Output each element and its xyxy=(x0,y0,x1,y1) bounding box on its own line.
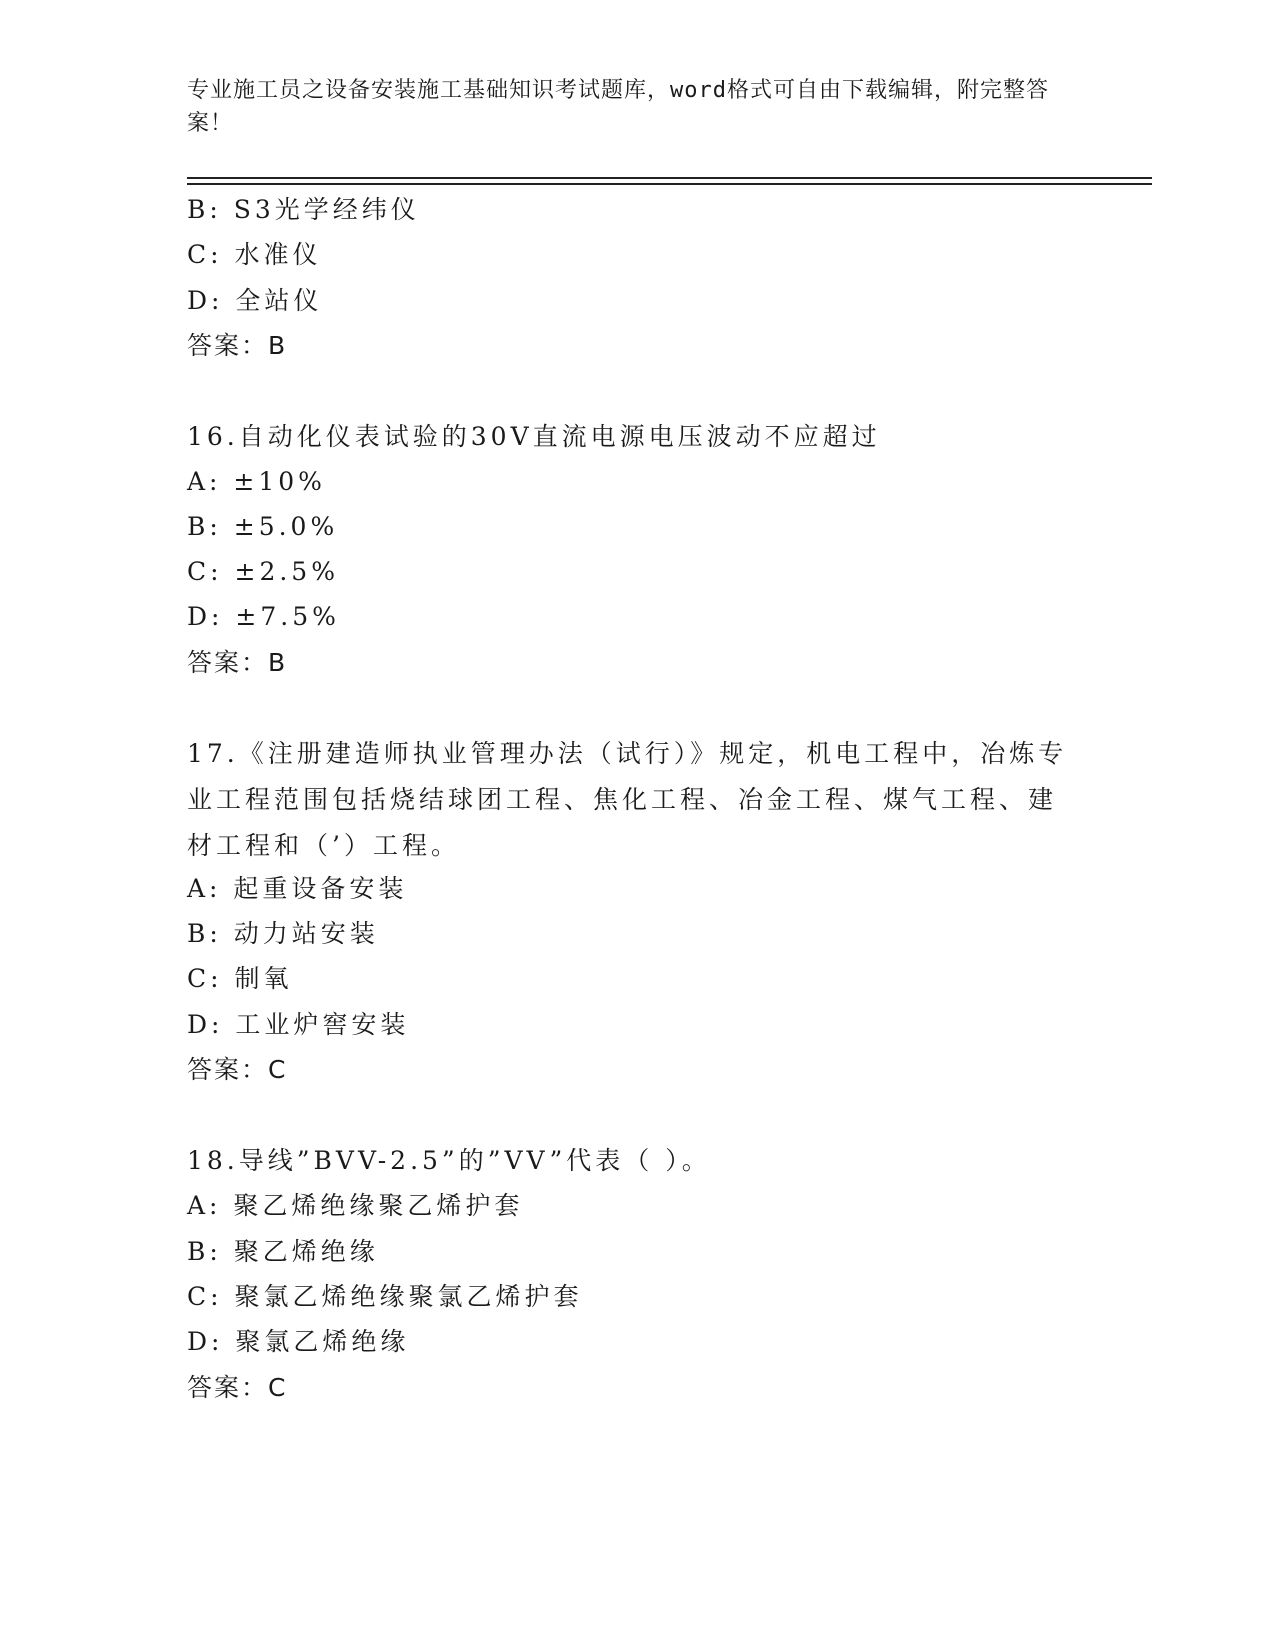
header-divider-top xyxy=(187,177,1152,179)
q18-stem: 18.导线”BVV-2.5”的”VV”代表（ ）。 xyxy=(187,1146,711,1175)
q18-option-c: C: 聚氯乙烯绝缘聚氯乙烯护套 xyxy=(187,1282,583,1311)
q17-stem: 17.《注册建造师执业管理办法（试行）》规定，机电工程中，冶炼专业工程范围包括烧结球团工程、焦化工程、冶金工程、煤气工程、建材工程和（’）工程。 xyxy=(187,739,1068,860)
document-header: 专业施工员之设备安装施工基础知识考试题库，word格式可自由下载编辑，附完整答案！ xyxy=(187,78,1049,136)
q16-option-c: C: ±2.5% xyxy=(187,557,339,586)
q16-option-a: A: ±10% xyxy=(187,467,326,496)
q18-option-b: B: 聚乙烯绝缘 xyxy=(187,1237,379,1266)
q17-option-d: D: 工业炉窖安装 xyxy=(187,1010,410,1039)
q17-answer: 答案：C xyxy=(187,1055,288,1084)
q18-answer: 答案：C xyxy=(187,1373,288,1402)
q15-answer: 答案：B xyxy=(187,331,288,360)
q16-answer: 答案：B xyxy=(187,648,288,677)
q16-stem: 16.自动化仪表试验的30V直流电源电压波动不应超过 xyxy=(187,422,881,451)
q17-option-c: C: 制氧 xyxy=(187,964,293,993)
q15-option-c: C: 水准仪 xyxy=(187,240,322,269)
q17-option-a: A: 起重设备安装 xyxy=(187,874,408,903)
q16-option-d: D: ±7.5% xyxy=(187,602,340,631)
q18-option-d: D: 聚氯乙烯绝缘 xyxy=(187,1327,410,1356)
q18-option-a: A: 聚乙烯绝缘聚乙烯护套 xyxy=(187,1191,524,1220)
q17-option-b: B: 动力站安装 xyxy=(187,919,379,948)
q15-option-d: D: 全站仪 xyxy=(187,286,323,315)
q16-option-b: B: ±5.0% xyxy=(187,512,339,541)
header-divider-bottom xyxy=(187,183,1152,185)
q15-option-b: B: S3光学经纬仪 xyxy=(187,195,420,224)
